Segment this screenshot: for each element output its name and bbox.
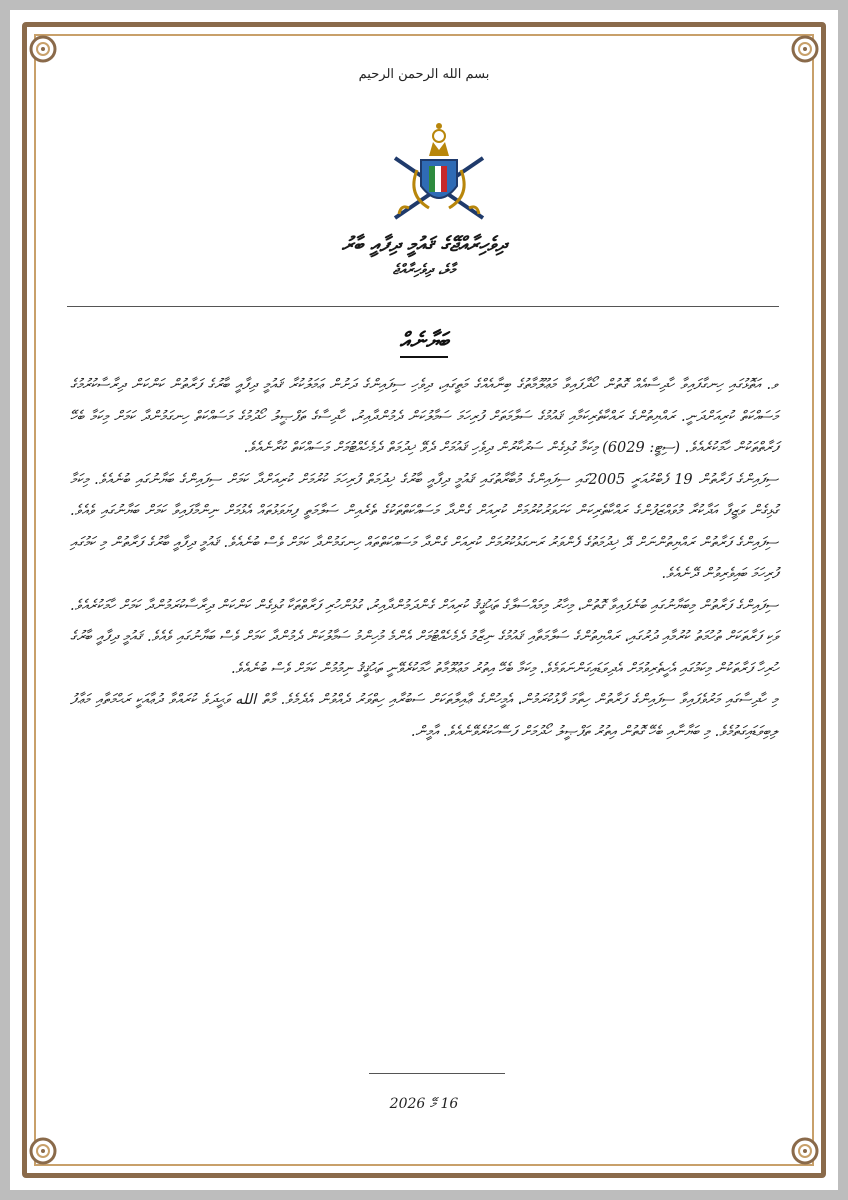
corner-ornament-icon [790,1136,820,1166]
signature-line [369,1073,505,1074]
document-title-text: ބަޔާނެއް [400,328,449,358]
organization-name: ދިވެހިރާއްޖޭގެ ޤައުމީ ދިފާއީ ބާރު [341,232,507,256]
document-body [70,370,778,748]
corner-ornament-icon [790,34,820,64]
paragraph: ސިފައިންގެ ފަރާތުން މިބަޔާނުގައި ބުނެފައިވާ ގޮތުން، މިހާރު މިމައްސަލާގެ ތަޙުޤީޤު ކުރިއަށް ގެންދަމުންދާއިރު، ގުޅުންހުރި ފަރާތްތަކާ ގުޅިގެން ކަންކަން ދިރާސާކުރަމުންދާ ކަމަށް ހާމަކުރެއެވެ. ވަކި ފަރާތަކަށް ތުހުމަތު ކުރުމާއި ދުރުގައި، ރައްޔިތުންގެ ސަލާމަތާއި ޤައުމުގެ ނިޒާމު ދެމެހެއްޓުމަށް އެންމެ މުހިންމު ސަމާލުކަން ދެމުންދާ ކަމަށް ވެސް ބަޔާނުގައި ވެއެވެ. ޤައުމީ ދިފާއީ ބާރުގެ ހުރިހާ ފަރާތަކުން މިކަމުގައި އެހީތެރިވުމަށް އެދިވަޑައިގަންނަވަމެވެ. މިކަމާ ބެހޭ އިތުރު މަޢުލޫމާތު ހާމަކުރެވޭނީ ތަޙުޤީޤު ނިމުމުން ކަމަށް ވެސް ބުނެއެވެ. [70,597,778,677]
paragraph: މި ހާދިސާގައި މަރުވެފައިވާ ސިފައިންގެ ފަރާތުން ހިތާމަ ފާޅުކުރަމުން، އެމީހުންގެ ޢާއިލާތަކަށް ސަބުރާއި ހިތްވަރު ދެއްވުން އެދެމެވެ. މާތް الله ވަޙީދަވެ ކުރައްވާ ދުޢާއަކީ ރަޙްމަތާއި މަޢާފު ލިބިވަޑައިގަތުމެވެ. މި ބަޔާނާއި ބެހޭ ގޮތުން އިތުރު ތަފްޞީލު ހޯދުމަށް ފަސޭހަކުރެވޭނެއެވެ. އާމީން. [70,692,778,740]
emblem-icon [389,120,489,225]
paragraph: ސިފައިންގެ ފަރާތުން 19 ފެބްރުއަރީ 2005ގައި ސިފައިންގެ މުބާރާތުގައި ޤައުމީ ދިފާއީ ބާރުގެ ޚިދުމަތް ފުރިހަމަ ކުރުމަށް ކުރިއަށްދާ ކަމަށް ސިފައިންގެ ބަޔާނުގައި ބުނެއެވެ. މިކަމާ ގުޅިގެން ވަޒީފާ އަދާކުރާ މުވައްޒަފުންގެ ރައްކާތެރިކަން ކަށަވަރުކުރުމަށް ކުރިއަށް ގެންދާ މަސައްކަތްތަކުގެ ތެރެއިން ސަލާމަތީ ފިޔަވަޅުތައް އެޅުމަށް ނިންމާފައިވާ ކަމަށް ބަޔާނުގައި ވެއެވެ. ސިފައިންގެ ފަރާތުން ރައްޔިތުންނަށް ދޭ ޚިދުމަތުގެ ފެންވަރު ރަނގަޅުކުރުމަށް ކުރިއަށް ގެންދާ މަސައްކަތްތައް ހިނގަމުންދާ ކަމަށް ވެސް ބުނެއެވެ. ޤައުމީ ދިފާއީ ބާރުގެ ފަރާތުން މި ކަމުގައި ފުރިހަމަ ބައިވެރިވުން ދޭނެއެވެ. [70,471,779,582]
paragraph: ވ. އަތޮޅުގައި ހިނގާފައިވާ ހާދިސާއެއް ގޮތުން ހޯދާފައިވާ މަޢުލޫމާތުގެ ބިނާއެއްގެ މަތީގައި، ދިވެހި ސިފައިންގެ ދަށުން ޢަމަލުކުރާ ޤައުމީ ދިފާއީ ބާރުގެ ފަރާތުން ކަންކަން ދިރާސާކުރުމުގެ މަސައްކަތް ކުރިއަށްދަނީ. ރައްޔިތުންގެ ރައްކާތެރިކަމާއި ޤައުމުގެ ސަލާމަތަށް ފުރިހަމަ ސަމާލުކަން ދެމުންދާއިރު، ހާދިސާގެ ތަފްޞީލު ހޯދުމުގެ މަސައްކަތް ހިނގަމުންދާ ކަމަށް މިކަމާ ބެހޭ ފަރާތްތަކުން ހާމަކުރެއެވެ. (ސިޓީ: 6029) މިކަމާ ގުޅިގެން ސަރުކާރުން ދިވެހި ޤައުމަށް ދެވޭ ޚިދުމަތް ދެމެހެއްޓުމަށް މަސައްކަތް ކުރާނެއެވެ. [70,377,778,456]
document-page [10,10,838,1190]
organization-location: މާލެ، ދިވެހިރާއްޖެ [392,262,456,278]
bismillah-calligraphy: بسم الله الرحمن الرحيم [358,67,490,82]
document-date: 16 މޭ 2026 [389,1096,459,1112]
header-divider [67,306,779,307]
document-content [70,60,778,1140]
document-title [70,328,778,354]
corner-ornament-icon [28,34,58,64]
corner-ornament-icon [28,1136,58,1166]
